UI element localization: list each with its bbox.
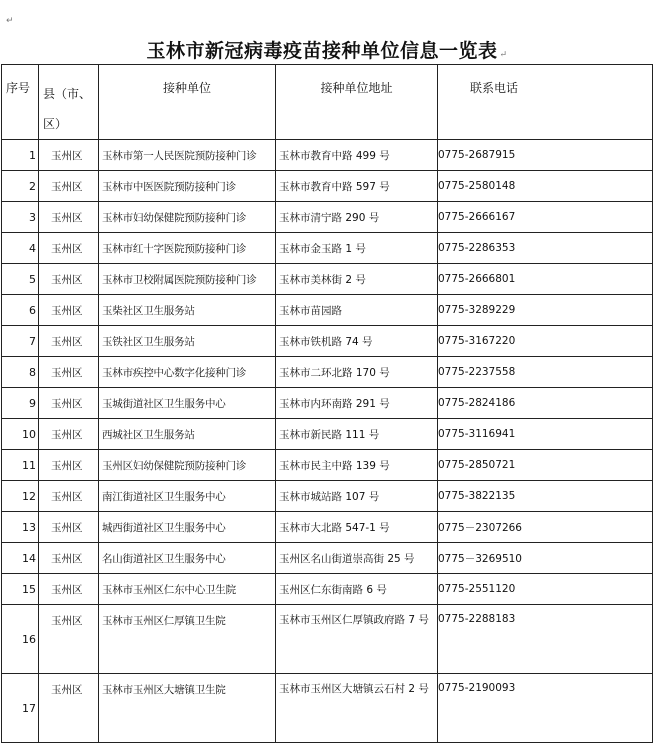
cell-county: 玉州区 (39, 481, 99, 512)
cell-county: 玉州区 (39, 512, 99, 543)
cell-seq: 16 (2, 605, 39, 674)
cell-county: 玉州区 (39, 674, 99, 743)
document-title (0, 36, 654, 63)
cell-address: 玉林市玉州区仁厚镇政府路 7 号 (276, 605, 438, 674)
table-row (2, 264, 653, 295)
cell-address: 玉林市金玉路 1 号 (276, 233, 438, 264)
cell-phone: 0775-2666167 (438, 202, 653, 233)
header-county: 县（市、 区） (39, 65, 99, 140)
cell-unit: 玉林市第一人民医院预防接种门诊 (99, 140, 276, 171)
cell-address: 玉林市清宁路 290 号 (276, 202, 438, 233)
table-row (2, 140, 653, 171)
cell-unit: 玉铁社区卫生服务站 (99, 326, 276, 357)
cell-seq: 15 (2, 574, 39, 605)
cell-unit: 玉林市玉州区大塘镇卫生院 (99, 674, 276, 743)
cell-seq: 3 (2, 202, 39, 233)
cell-phone: 0775-3167220 (438, 326, 653, 357)
cell-phone: 0775-2286353 (438, 233, 653, 264)
table-row (2, 233, 653, 264)
cell-unit: 玉林市玉州区仁厚镇卫生院 (99, 605, 276, 674)
vaccination-sites-table (1, 64, 653, 743)
cell-unit: 南江街道社区卫生服务中心 (99, 481, 276, 512)
table-row (2, 481, 653, 512)
cell-unit: 玉州区妇幼保健院预防接种门诊 (99, 450, 276, 481)
cell-phone: 0775-2551120 (438, 574, 653, 605)
cell-phone: 0775－3269510 (438, 543, 653, 574)
cell-unit: 玉柴社区卫生服务站 (99, 295, 276, 326)
cell-address: 玉林市大北路 547-1 号 (276, 512, 438, 543)
cell-phone: 0775-2237558 (438, 357, 653, 388)
cell-county: 玉州区 (39, 388, 99, 419)
cell-address: 玉林市教育中路 499 号 (276, 140, 438, 171)
cell-phone: 0775-2288183 (438, 605, 653, 674)
cell-phone: 0775-3822135 (438, 481, 653, 512)
table-row (2, 605, 653, 674)
cell-address: 玉林市美林街 2 号 (276, 264, 438, 295)
cell-county: 玉州区 (39, 574, 99, 605)
cell-county: 玉州区 (39, 450, 99, 481)
cell-unit: 西城社区卫生服务站 (99, 419, 276, 450)
cell-county: 玉州区 (39, 326, 99, 357)
cell-address: 玉林市苗园路 (276, 295, 438, 326)
cell-unit: 玉城街道社区卫生服务中心 (99, 388, 276, 419)
cell-address: 玉州区名山街道崇高街 25 号 (276, 543, 438, 574)
table-row (2, 512, 653, 543)
cell-seq: 7 (2, 326, 39, 357)
cell-address: 玉林市二环北路 170 号 (276, 357, 438, 388)
cell-county: 玉州区 (39, 171, 99, 202)
cell-seq: 11 (2, 450, 39, 481)
cell-seq: 2 (2, 171, 39, 202)
cell-phone: 0775－2307266 (438, 512, 653, 543)
cell-seq: 4 (2, 233, 39, 264)
header-address: 接种单位地址 (276, 65, 438, 140)
cell-phone: 0775-2824186 (438, 388, 653, 419)
table-row (2, 295, 653, 326)
table-row (2, 388, 653, 419)
cell-seq: 14 (2, 543, 39, 574)
cell-address: 玉林市民主中路 139 号 (276, 450, 438, 481)
cell-seq: 12 (2, 481, 39, 512)
cell-seq: 6 (2, 295, 39, 326)
cell-county: 玉州区 (39, 264, 99, 295)
table-row (2, 357, 653, 388)
cell-seq: 17 (2, 674, 39, 743)
cell-phone: 0775-2190093 (438, 674, 653, 743)
paragraph-mark: ↵ (499, 50, 508, 60)
cell-unit: 名山街道社区卫生服务中心 (99, 543, 276, 574)
cell-phone: 0775-2580148 (438, 171, 653, 202)
cell-county: 玉州区 (39, 357, 99, 388)
cell-unit: 玉林市中医医院预防接种门诊 (99, 171, 276, 202)
cell-address: 玉林市铁机路 74 号 (276, 326, 438, 357)
cell-county: 玉州区 (39, 202, 99, 233)
cell-seq: 9 (2, 388, 39, 419)
cell-seq: 10 (2, 419, 39, 450)
cell-phone: 0775-2666801 (438, 264, 653, 295)
cell-address: 玉林市城站路 107 号 (276, 481, 438, 512)
table-row (2, 574, 653, 605)
cell-address: 玉林市教育中路 597 号 (276, 171, 438, 202)
cell-seq: 13 (2, 512, 39, 543)
cell-address: 玉州区仁东街南路 6 号 (276, 574, 438, 605)
cell-seq: 5 (2, 264, 39, 295)
cell-unit: 玉林市卫校附属医院预防接种门诊 (99, 264, 276, 295)
paragraph-mark: ↵ (6, 16, 14, 26)
cell-county: 玉州区 (39, 295, 99, 326)
table-row (2, 202, 653, 233)
table-row (2, 419, 653, 450)
cell-seq: 8 (2, 357, 39, 388)
table-row (2, 326, 653, 357)
cell-unit: 玉林市疾控中心数字化接种门诊 (99, 357, 276, 388)
cell-unit: 玉林市妇幼保健院预防接种门诊 (99, 202, 276, 233)
table-row (2, 171, 653, 202)
table-header-row (2, 65, 653, 140)
cell-phone: 0775-3116941 (438, 419, 653, 450)
cell-county: 玉州区 (39, 419, 99, 450)
cell-phone: 0775-2687915 (438, 140, 653, 171)
table-row (2, 543, 653, 574)
header-phone: 联系电话 (438, 65, 653, 140)
header-unit: 接种单位 (99, 65, 276, 140)
table-row (2, 674, 653, 743)
cell-phone: 0775-3289229 (438, 295, 653, 326)
cell-county: 玉州区 (39, 543, 99, 574)
cell-seq: 1 (2, 140, 39, 171)
cell-unit: 城西街道社区卫生服务中心 (99, 512, 276, 543)
cell-unit: 玉林市红十字医院预防接种门诊 (99, 233, 276, 264)
cell-county: 玉州区 (39, 140, 99, 171)
header-seq: 序号 (2, 65, 39, 140)
table-row (2, 450, 653, 481)
title-text: 玉林市新冠病毒疫苗接种单位信息一览表 (146, 40, 498, 62)
cell-address: 玉林市新民路 111 号 (276, 419, 438, 450)
cell-county: 玉州区 (39, 605, 99, 674)
cell-address: 玉林市内环南路 291 号 (276, 388, 438, 419)
cell-county: 玉州区 (39, 233, 99, 264)
cell-address: 玉林市玉州区大塘镇云石村 2 号 (276, 674, 438, 743)
cell-unit: 玉林市玉州区仁东中心卫生院 (99, 574, 276, 605)
cell-phone: 0775-2850721 (438, 450, 653, 481)
